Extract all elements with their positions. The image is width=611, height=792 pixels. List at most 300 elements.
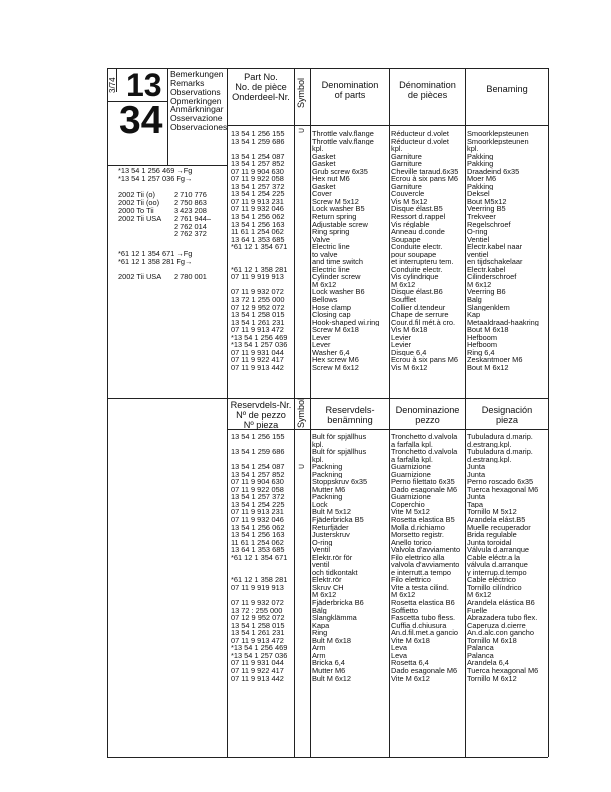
part-name-en: Cylinder screw	[312, 273, 361, 281]
part-name-sv: Bult M 6x12	[312, 674, 352, 683]
remarks-headings	[170, 70, 227, 132]
part-number: 07 11 9 913 442	[231, 674, 284, 683]
part-name-en: Gasket	[312, 152, 336, 161]
model-code: 2 761 944–	[174, 213, 211, 223]
part-name-nl: Veerring B5	[467, 205, 506, 214]
part-number: 07 11 9 922 417	[231, 356, 284, 364]
part-name-it: An.d.fil.met.a gancio	[391, 629, 458, 637]
part-name-es: Junta	[467, 493, 486, 501]
part-name-sv: kpl.	[312, 440, 324, 449]
part-name-fr: M 6x12	[391, 280, 416, 289]
serial-note: *13 54 1 257 036 Fg→	[118, 173, 193, 183]
part-name-fr: Levier	[391, 341, 412, 349]
part-name-sv: Bult M 6x18	[312, 636, 352, 645]
part-number: 07 11 9 913 472	[231, 636, 284, 645]
part-name-sv: Bult M 5x12	[312, 508, 352, 517]
part-number: 13 54 1 258 015	[231, 311, 285, 319]
part-name-nl: Kap	[467, 311, 481, 319]
part-number: 13 72 1 255 000	[231, 296, 285, 304]
part-name-fr: Levier	[391, 333, 412, 342]
group-number-top: 13	[126, 67, 162, 103]
part-name-sv: Justerskruv	[312, 531, 350, 539]
part-name-en: Ring spring	[312, 228, 350, 236]
part-name-es: M 6x12	[467, 591, 492, 600]
part-name-en: Return spring	[312, 213, 357, 221]
part-name-nl: ventiel	[467, 250, 489, 259]
part-number: 13 54 1 261 231	[231, 629, 285, 637]
part-name-sv: Slangklämma	[312, 614, 357, 622]
part-name-sv: Arm	[312, 651, 326, 660]
part-name-fr: Vis cylindrique	[391, 273, 439, 281]
part-name-nl: Zeskantmoer M6	[467, 356, 523, 364]
part-name-fr: Garniture	[391, 182, 422, 191]
rule	[107, 757, 548, 758]
part-name-nl: Hefboom	[467, 341, 497, 349]
part-name-nl: M 6x12	[467, 280, 492, 289]
part-name-es: Abrazadera tubo flex.	[467, 614, 538, 622]
denomination-es-column	[467, 433, 538, 682]
model-code: 2 750 863	[174, 197, 207, 207]
header-reservdels-sv: Reservdels- benämning	[325, 405, 375, 425]
part-number: *61 12 1 354 671	[231, 243, 288, 251]
part-number: 07 11 9 913 472	[231, 326, 284, 334]
part-name-fr: Soufflet	[391, 296, 416, 304]
part-name-sv: Fjäderbricka B6	[312, 599, 364, 607]
part-name-it: Fascetta tubo fless.	[391, 614, 456, 622]
model-code: 3 423 208	[174, 205, 207, 215]
part-name-nl: Balg	[467, 296, 482, 304]
part-name-en: Lock washer B6	[312, 288, 365, 297]
part-name-it: Guarnizione	[391, 463, 431, 471]
part-number: 13 54 1 257 852	[231, 160, 285, 168]
part-name-it: a farfalla kpl.	[391, 455, 433, 464]
part-number-column	[231, 130, 287, 372]
part-number-column	[231, 433, 287, 682]
part-name-nl: en tijdschakelaar	[467, 258, 523, 266]
model-name: 2002 Tii (oo)	[118, 197, 160, 207]
part-name-es: Arandela 6,4	[467, 659, 509, 667]
part-name-es: Tornillo M 6x12	[467, 674, 517, 683]
header-denominazione-it: Denominazione pezzo	[395, 405, 460, 425]
part-name-es: d.estrang.kpl.	[467, 455, 512, 464]
model-codes	[174, 191, 211, 238]
part-name-en: Adjustable screw	[312, 220, 368, 229]
part-number: *61 12 1 354 671	[231, 553, 288, 562]
part-name-nl: Bout M5x12	[467, 197, 507, 206]
part-number: 07 11 9 919 913	[231, 273, 284, 281]
part-name-es: Tornillo M 6x18	[467, 636, 517, 645]
date-label: 3/74	[108, 77, 117, 93]
heading: Observations	[170, 86, 221, 97]
rule	[548, 68, 549, 757]
part-name-fr: Réducteur d.volet	[391, 130, 449, 138]
part-number: 13 54 1 257 372	[231, 493, 285, 501]
part-name-fr: Chape de serrure	[391, 311, 449, 319]
part-name-it: M 6x12	[391, 591, 416, 600]
part-number	[231, 258, 287, 266]
part-name-en: Hook-shaped wi.ring	[312, 318, 380, 327]
part-number: 07 11 9 904 630	[231, 478, 284, 486]
part-name-fr: Disque 6,4	[391, 348, 427, 357]
part-name-it: Leva	[391, 651, 408, 660]
part-number: 13 54 1 257 372	[231, 182, 285, 191]
part-name-fr: Ressort d.rappel	[391, 213, 446, 221]
part-name-it: Molla d.richiamo	[391, 523, 445, 532]
part-name-it: Perno filettato 6x35	[391, 478, 455, 486]
part-number: 13 54 1 256 155	[231, 130, 285, 138]
part-number: *61 12 1 358 281	[231, 576, 288, 584]
part-name-nl: Ring 6,4	[467, 348, 495, 357]
header-part-no: Part No. No. de pièce Onderdeel-Nr.	[232, 72, 290, 102]
part-name-it: Rosetta elastica B6	[391, 599, 455, 607]
part-name-es: y interrup.d.tempo	[467, 568, 527, 577]
part-name-fr: Vis réglable	[391, 220, 430, 229]
part-number	[231, 561, 287, 569]
part-name-nl: Pakking	[467, 182, 494, 191]
part-name-sv: Arm	[312, 644, 326, 652]
part-name-en: Lever	[312, 341, 331, 349]
part-number: 13 54 1 258 015	[231, 621, 285, 630]
part-name-sv: Elektr.rör	[312, 576, 342, 584]
part-name-sv: kpl.	[312, 455, 324, 464]
part-number: 07 12 9 952 072	[231, 303, 285, 312]
part-name-nl: Cilinderschroef	[467, 273, 517, 281]
part-number: 07 11 9 931 044	[231, 659, 284, 667]
part-name-es: An.d.alc.con gancho	[467, 629, 534, 637]
part-name-nl: Pakking	[467, 160, 494, 168]
part-name-it: Guarnizione	[391, 470, 431, 479]
part-name-fr: Ecrou à six pans M6	[391, 356, 458, 364]
part-name-nl: Pakking	[467, 152, 494, 161]
part-name-fr: Conduite electr.	[391, 243, 443, 251]
symbol-mark: ⊃	[298, 462, 305, 471]
part-number: 13 54 1 256 155	[231, 433, 285, 441]
part-name-sv: Kapa	[312, 621, 330, 630]
part-name-en: and time switch	[312, 258, 363, 266]
part-name-fr: Disque élast.B5	[391, 205, 443, 214]
model-name: 2002 Tii (o)	[118, 190, 155, 199]
part-name-sv: Elektr.rör för	[312, 553, 353, 562]
part-name-en: Grub screw 6x35	[312, 167, 368, 176]
part-name-sv: Fjäderbricka B5	[312, 516, 364, 524]
part-name-sv: Ring	[312, 629, 328, 637]
part-name-it: Vite M 6x18	[391, 636, 430, 645]
model-code: 2 710 776	[174, 190, 207, 199]
model-name	[118, 223, 161, 231]
part-name-sv: Mutter M6	[312, 666, 346, 675]
part-name-en: Gasket	[312, 160, 336, 168]
part-name-fr: Soupape	[391, 235, 421, 244]
part-number: 07 11 9 913 442	[231, 363, 284, 372]
part-name-es: Muelle recuperador	[467, 523, 531, 532]
part-name-en: Screw M 5x12	[312, 197, 359, 206]
part-name-sv: Mutter M6	[312, 485, 346, 494]
part-name-es: Brida regulable	[467, 531, 517, 539]
part-name-fr: Cour.d.fil mét.à cro.	[391, 318, 456, 327]
part-name-fr: kpl.	[391, 145, 403, 153]
part-name-en: Closing cap	[312, 311, 351, 319]
part-name-en: Lever	[312, 333, 331, 342]
part-name-it: Tronchetto d.valvola	[391, 448, 458, 456]
part-number	[231, 456, 287, 464]
part-number: 13 72 : 255 000	[231, 606, 283, 615]
model-names	[118, 191, 161, 238]
part-name-sv: Packning	[312, 470, 343, 479]
denomination-it-column	[391, 433, 460, 682]
part-name-sv: Packning	[312, 463, 343, 471]
rule	[227, 125, 548, 126]
heading: Observaciones	[170, 122, 228, 133]
part-number: 13 54 1 256 163	[231, 531, 285, 539]
denomination-fr-column	[391, 130, 458, 372]
serial-note: *61 12 1 354 671 →Fg	[118, 249, 193, 258]
part-name-nl: Smoorklepsteunen	[467, 130, 529, 138]
part-name-es: Junta	[467, 463, 486, 471]
part-name-sv: M 6x12	[312, 591, 337, 600]
part-number: 07 11 9 932 046	[231, 516, 284, 524]
part-name-fr: Garniture	[391, 160, 422, 168]
part-name-es: Tubuladura d.marip.	[467, 448, 533, 456]
part-name-sv: Stoppskruv 6x35	[312, 478, 368, 486]
part-number: 07 11 9 904 630	[231, 167, 284, 176]
part-name-es: Fuelle	[467, 606, 488, 615]
part-name-en: Electric line	[312, 243, 350, 251]
part-name-es: Tuerca hexagonal M6	[467, 485, 539, 494]
part-name-it: Vite a testa cilind.	[391, 583, 449, 592]
part-name-es: Palanca	[467, 644, 494, 652]
rule	[107, 68, 108, 757]
part-name-fr: Vis M 5x12	[391, 197, 428, 206]
header-designacion-es: Designación pieza	[481, 405, 533, 425]
part-name-en: M 6x12	[312, 280, 337, 289]
part-name-it: e interrutt.a tempo	[391, 568, 451, 577]
part-name-en: Screw M 6x18	[312, 326, 359, 334]
part-name-it: Filo elettrico	[391, 576, 431, 584]
rule	[107, 398, 548, 399]
part-number: 11 61 1 254 062	[231, 538, 284, 547]
part-number: 07 11 9 922 058	[231, 485, 284, 494]
part-name-en: Hex nut M6	[312, 175, 350, 183]
symbol-mark: ⊃	[298, 126, 305, 135]
part-name-sv: Ventil	[312, 546, 331, 554]
part-name-fr: Réducteur d.volet	[391, 137, 449, 146]
part-number: 07 11 9 913 231	[231, 197, 284, 206]
part-number: 13 54 1 259 686	[231, 137, 285, 146]
part-number	[231, 591, 287, 599]
part-name-it: Filo elettrico alla	[391, 553, 445, 562]
part-name-es: Caperuza d.cierre	[467, 621, 526, 630]
part-name-es: d.estrang.kpl.	[467, 440, 512, 449]
part-name-es: Junta toroidal	[467, 538, 512, 547]
part-name-es: Arandela elást.B5	[467, 516, 526, 524]
part-name-it: Cuffia d.chiusura	[391, 621, 447, 630]
model-name: 2002 Tii USA	[118, 213, 162, 223]
part-name-en: to valve	[312, 250, 338, 259]
part-name-fr: Collier d.tendeur	[391, 303, 446, 312]
part-name-nl: Hefboom	[467, 333, 497, 342]
model-code: 2 780 001	[174, 272, 207, 281]
part-name-es: Tornillo cilíndrico	[467, 583, 522, 592]
heading: Bemerkungen	[170, 69, 224, 79]
serial-note: *61 12 1 358 281 Fg→	[118, 256, 193, 266]
part-name-it: valvola d'avviamento	[391, 561, 460, 569]
part-name-en: Electric line	[312, 265, 350, 274]
part-name-sv: Skruv CH	[312, 583, 344, 592]
part-name-nl: Bout M 6x18	[467, 326, 509, 334]
part-number: 07 11 9 913 231	[231, 508, 284, 517]
part-name-sv: Returfjäder	[312, 523, 349, 532]
part-number: 13 54 1 256 163	[231, 220, 285, 229]
part-number	[231, 145, 287, 153]
part-number: 07 11 9 932 046	[231, 205, 284, 214]
part-number: 13 64 1 353 685	[231, 546, 285, 554]
serial-notes-a	[118, 167, 192, 183]
heading: Remarks	[170, 77, 205, 88]
part-name-es: válvula d.arranque	[467, 561, 528, 569]
group-number-bottom: 34	[119, 99, 163, 142]
part-number: *13 54 1 257 036	[231, 651, 288, 660]
model-name: 2002 Tii USA	[118, 272, 162, 281]
part-number	[231, 441, 287, 449]
part-name-nl: Electr.kabel naar	[467, 243, 523, 251]
part-number	[231, 569, 287, 577]
part-name-sv: Bult för spjällhus	[312, 448, 367, 456]
part-name-fr: pour soupape	[391, 250, 437, 259]
header-symbol: Symbol	[296, 397, 306, 428]
part-name-fr: Cheville taraud.6x35	[391, 167, 459, 176]
part-number: 13 54 1 254 087	[231, 152, 285, 161]
heading: Anmärkningar	[170, 104, 224, 115]
part-name-nl: Deksel	[467, 190, 490, 198]
part-name-fr: et interrupteru tem.	[391, 258, 454, 266]
part-name-es: Cable eléctrico	[467, 576, 516, 584]
part-number: 07 11 9 932 072	[231, 599, 284, 607]
part-name-it: Morsetto registr.	[391, 531, 444, 539]
part-name-es: Tubuladura d.marip.	[467, 433, 533, 441]
part-name-en: Valve	[312, 235, 330, 244]
part-number: *13 54 1 256 469	[231, 333, 288, 342]
part-name-fr: Vis M 6x18	[391, 326, 428, 334]
rule	[294, 68, 295, 757]
part-name-fr: Garniture	[391, 152, 422, 161]
part-number: 13 54 1 254 225	[231, 190, 285, 198]
part-name-en: Hex screw M6	[312, 356, 359, 364]
part-name-it: Leva	[391, 644, 408, 652]
part-name-en: kpl.	[312, 145, 324, 153]
part-name-nl: Electr.kabel	[467, 265, 506, 274]
part-number: 07 11 9 932 072	[231, 288, 284, 297]
model-name: 2000 To Tii	[118, 205, 154, 215]
part-name-it: Tronchetto d.valvola	[391, 433, 458, 441]
part-name-fr: Vis M 6x12	[391, 363, 428, 372]
part-name-fr: Couvercle	[391, 190, 425, 198]
part-name-es: Perno roscado 6x35	[467, 478, 534, 486]
part-name-it: a farfalla kpl.	[391, 440, 433, 449]
part-name-sv: Packning	[312, 493, 343, 501]
part-number	[231, 251, 287, 259]
part-name-es: Palanca	[467, 651, 494, 660]
part-name-nl: Metaaldraad-haakring	[467, 318, 539, 327]
part-number: 13 54 1 254 087	[231, 463, 285, 471]
header-denomination-fr: Dénomination de pièces	[399, 80, 456, 100]
part-number: 13 54 1 259 686	[231, 448, 285, 456]
part-name-it: Dado esagonale M6	[391, 666, 458, 675]
part-number: 13 54 1 257 852	[231, 470, 285, 479]
part-name-it: Dado esagonale M6	[391, 485, 458, 494]
part-number: 07 12 9 952 072	[231, 614, 285, 622]
header-benaming-nl: Benaming	[486, 84, 528, 94]
part-name-en: Gasket	[312, 182, 336, 191]
part-name-fr: Conduite electr.	[391, 265, 443, 274]
part-name-it: Anello torico	[391, 538, 432, 547]
part-name-nl: Smoorklepsteunen	[467, 137, 529, 146]
header-denomination-en: Denomination of parts	[321, 80, 379, 100]
part-number: 13 64 1 353 685	[231, 235, 285, 244]
part-name-nl: Ventiel	[467, 235, 490, 244]
part-name-es: Tornillo M 5x12	[467, 508, 517, 517]
part-name-en: Throttle valv.flange	[312, 137, 374, 146]
part-name-nl: Regelschroef	[467, 220, 511, 229]
part-name-it: Vite M 5x12	[391, 508, 430, 517]
part-name-es: Válvula d.arranque	[467, 546, 530, 554]
part-name-en: Cover	[312, 190, 332, 198]
part-name-sv: Lock	[312, 500, 328, 509]
part-name-sv: O-ring	[312, 538, 333, 547]
part-name-nl: Slangenklem	[467, 303, 510, 312]
part-name-it: Guarnizione	[391, 493, 431, 501]
part-number: 13 54 1 256 062	[231, 523, 285, 532]
part-name-fr: Ecrou à six pans M6	[391, 175, 458, 183]
part-name-sv: ventil	[312, 561, 330, 569]
part-number: 07 11 9 931 044	[231, 348, 284, 357]
part-number: 07 11 9 919 913	[231, 583, 284, 592]
benaming-nl-column	[467, 130, 539, 372]
part-name-sv: Bälg	[312, 606, 327, 615]
part-name-fr: Anneau d.conde	[391, 228, 445, 236]
part-name-nl: O-ring	[467, 228, 488, 236]
part-name-nl: kpl.	[467, 145, 479, 153]
denomination-sv-column	[312, 433, 367, 682]
part-number: *13 54 1 256 469	[231, 644, 288, 652]
part-name-en: Screw M 6x12	[312, 363, 359, 372]
part-number: 13 54 1 254 225	[231, 500, 285, 509]
part-name-nl: Draadeind 6x35	[467, 167, 520, 176]
part-name-it: Valvola d'avviamento	[391, 546, 461, 554]
part-name-nl: Veerring B6	[467, 288, 506, 297]
serial-notes-b	[118, 250, 192, 266]
part-number	[231, 281, 287, 289]
part-name-nl: Trekveer	[467, 213, 496, 221]
part-name-es: Cable eléctr.a la	[467, 553, 520, 562]
part-name-es: Junta	[467, 470, 486, 479]
part-name-sv: Bricka 6,4	[312, 659, 345, 667]
header-reservdels-nr: Reservdels-Nr. Nº de pezzo Nº pieza	[230, 400, 292, 430]
rule	[167, 68, 168, 165]
part-name-it: Rosetta elastica B5	[391, 516, 455, 524]
part-number: 07 11 9 922 058	[231, 175, 284, 183]
part-name-es: Tapa	[467, 500, 484, 509]
part-number: 13 54 1 256 062	[231, 213, 285, 221]
model-code: 2 762 372	[174, 229, 207, 239]
part-number: 11 61 1 254 062	[231, 228, 284, 236]
serial-note: *13 54 1 256 469 →Fg	[118, 166, 193, 175]
part-number: *13 54 1 257 036	[231, 341, 288, 349]
part-name-en: Hose clamp	[312, 303, 352, 312]
header-symbol: Symbol	[296, 77, 306, 108]
part-number: 07 11 9 922 417	[231, 666, 284, 675]
part-name-sv: Bult för spjällhus	[312, 433, 367, 441]
heading: Osservazione	[170, 113, 223, 124]
